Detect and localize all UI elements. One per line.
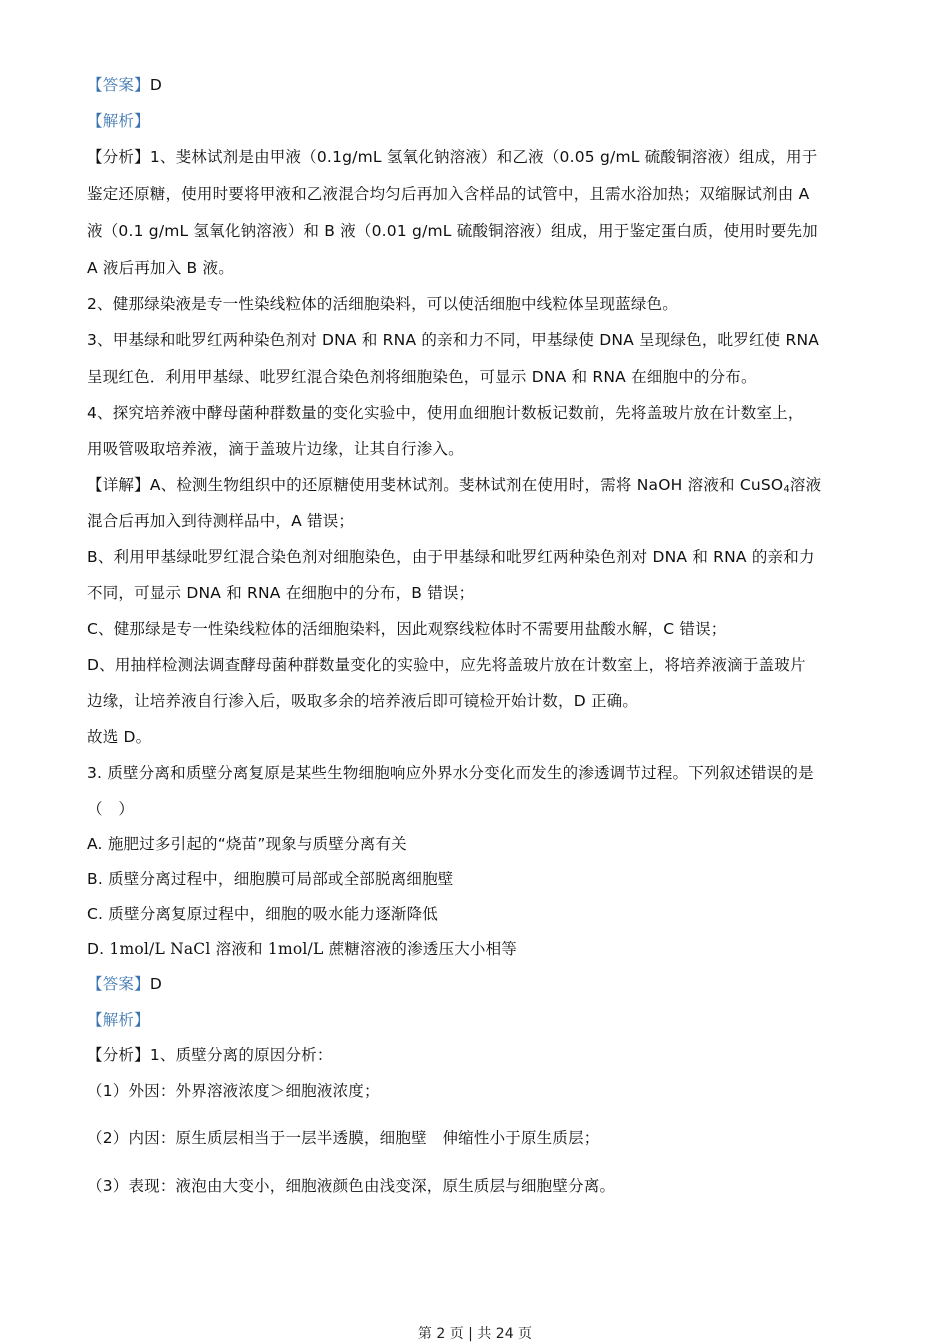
xiangjie-line bbox=[87, 474, 821, 496]
option-text: 质壁分离过程中，细胞膜可局部或全部脱离细胞壁 bbox=[108, 870, 454, 888]
conclusion-line: 故选 D。 bbox=[87, 728, 152, 746]
point-line: 用吸管吸取培养液，滴于盖玻片边缘，让其自行渗入。 bbox=[87, 440, 464, 458]
xiangjie-line: 不同，可显示 DNA 和 RNA 在细胞中的分布，B 错误； bbox=[87, 584, 475, 602]
fenxi-line: 液（0.1 g/mL 氢氧化钠溶液）和 B 液（0.01 g/mL 硫酸铜溶液）组成，用于鉴定蛋白质，使用时要先加 bbox=[87, 222, 818, 240]
question-stem: 3. 质壁分离和质壁分离复原是某些生物细胞响应外界水分变化而发生的渗透调节过程。下列叙述错误的是 bbox=[87, 764, 814, 782]
option-text: 蔗糖溶液的渗透压大小相等 bbox=[323, 940, 517, 958]
option-text: 溶液和 bbox=[210, 940, 268, 958]
xiangjie-line: 边缘，让培养液自行渗入后，吸取多余的培养液后即可镜检开始计数，D 正确。 bbox=[87, 692, 639, 710]
answer-line bbox=[87, 74, 162, 96]
xiangjie-label: 【详解】 bbox=[87, 476, 150, 494]
fenxi-label: 【分析】 bbox=[87, 1046, 150, 1064]
xiangjie-line: D、用抽样检测法调查酵母菌种群数量变化的实验中，应先将盖玻片放在计数室上，将培养液滴于盖玻片 bbox=[87, 656, 806, 674]
option-b bbox=[87, 868, 454, 890]
xiangjie-text: A、检测生物组织中的还原糖使用斐林试剂。斐林试剂在使用时，需将 NaOH 溶液和 CuSO bbox=[149, 476, 784, 494]
option-text: 施肥过多引起的“烧苗”现象与质壁分离有关 bbox=[107, 835, 407, 853]
analysis-label: 【解析】 bbox=[87, 112, 150, 130]
option-text: 质壁分离复原过程中，细胞的吸水能力逐渐降低 bbox=[108, 905, 438, 923]
fenxi-line: A 液后再加入 B 液。 bbox=[87, 259, 234, 277]
option-c bbox=[87, 903, 438, 925]
xiangjie-line: B、利用甲基绿吡罗红混合染色剂对细胞染色，由于甲基绿和吡罗红两种染色剂对 DNA 和 RNA 的亲和力 bbox=[87, 548, 815, 566]
point-line: 4、探究培养液中酵母菌种群数量的变化实验中，使用血细胞计数板记数前，先将盖玻片放在计数室上， bbox=[87, 404, 804, 422]
subscript: 4 bbox=[783, 484, 790, 495]
point-line: 3、甲基绿和吡罗红两种染色剂对 DNA 和 RNA 的亲和力不同，甲基绿使 DNA 呈现绿色，吡罗红使 RNA bbox=[87, 331, 820, 349]
fenxi-text: 1、斐林试剂是由甲液（0.1g/mL 氢氧化钠溶液）和乙液（0.05 g/mL 硫酸铜溶液）组成，用于 bbox=[149, 148, 818, 166]
answer-label: 【答案】 bbox=[87, 975, 150, 993]
option-d bbox=[87, 938, 517, 960]
option-letter: D. bbox=[87, 940, 105, 958]
fenxi-line: （3）表现：液泡由大变小，细胞液颜色由浅变深，原生质层与细胞壁分离。 bbox=[87, 1177, 616, 1195]
page-footer: 第 2 页 | 共 24 页 bbox=[417, 1326, 533, 1342]
point-line: 呈现红色．利用甲基绿、吡罗红混合染色剂将细胞染色，可显示 DNA 和 RNA 在细胞中的分布。 bbox=[87, 368, 757, 386]
fenxi-line bbox=[87, 146, 817, 168]
option-a bbox=[87, 833, 407, 855]
answer-value: D bbox=[149, 975, 162, 993]
option-letter: C. bbox=[87, 905, 104, 923]
option-text-formula: 1mol/L NaCl bbox=[109, 940, 211, 958]
fenxi-line: （1）外因：外界溶液浓度＞细胞液浓度； bbox=[87, 1082, 380, 1100]
option-letter: A. bbox=[87, 835, 103, 853]
option-letter: B. bbox=[87, 870, 103, 888]
xiangjie-line: C、健那绿是专一性染线粒体的活细胞染料，因此观察线粒体时不需要用盐酸水解，C 错误； bbox=[87, 620, 727, 638]
question-blank: （ ） bbox=[87, 800, 135, 818]
answer-value: D bbox=[149, 76, 162, 94]
fenxi-line: （2）内因：原生质层相当于一层半透膜，细胞壁 伸缩性小于原生质层； bbox=[87, 1129, 600, 1147]
xiangjie-line: 混合后再加入到待测样品中，A 错误； bbox=[87, 512, 355, 530]
option-text-formula: 1mol/L bbox=[267, 940, 324, 958]
fenxi-text: 1、质壁分离的原因分析： bbox=[149, 1046, 333, 1064]
point-line: 2、健那绿染液是专一性染线粒体的活细胞染料，可以使活细胞中线粒体呈现蓝绿色。 bbox=[87, 295, 678, 313]
answer-label: 【答案】 bbox=[87, 76, 150, 94]
xiangjie-text-end: 溶液 bbox=[789, 476, 822, 494]
analysis-label: 【解析】 bbox=[87, 1011, 150, 1029]
answer-line bbox=[87, 973, 162, 995]
fenxi-line bbox=[87, 1044, 333, 1066]
fenxi-label: 【分析】 bbox=[87, 148, 150, 166]
fenxi-line: 鉴定还原糖，使用时要将甲液和乙液混合均匀后再加入含样品的试管中，且需水浴加热；双缩脲试剂由 A bbox=[87, 185, 810, 203]
